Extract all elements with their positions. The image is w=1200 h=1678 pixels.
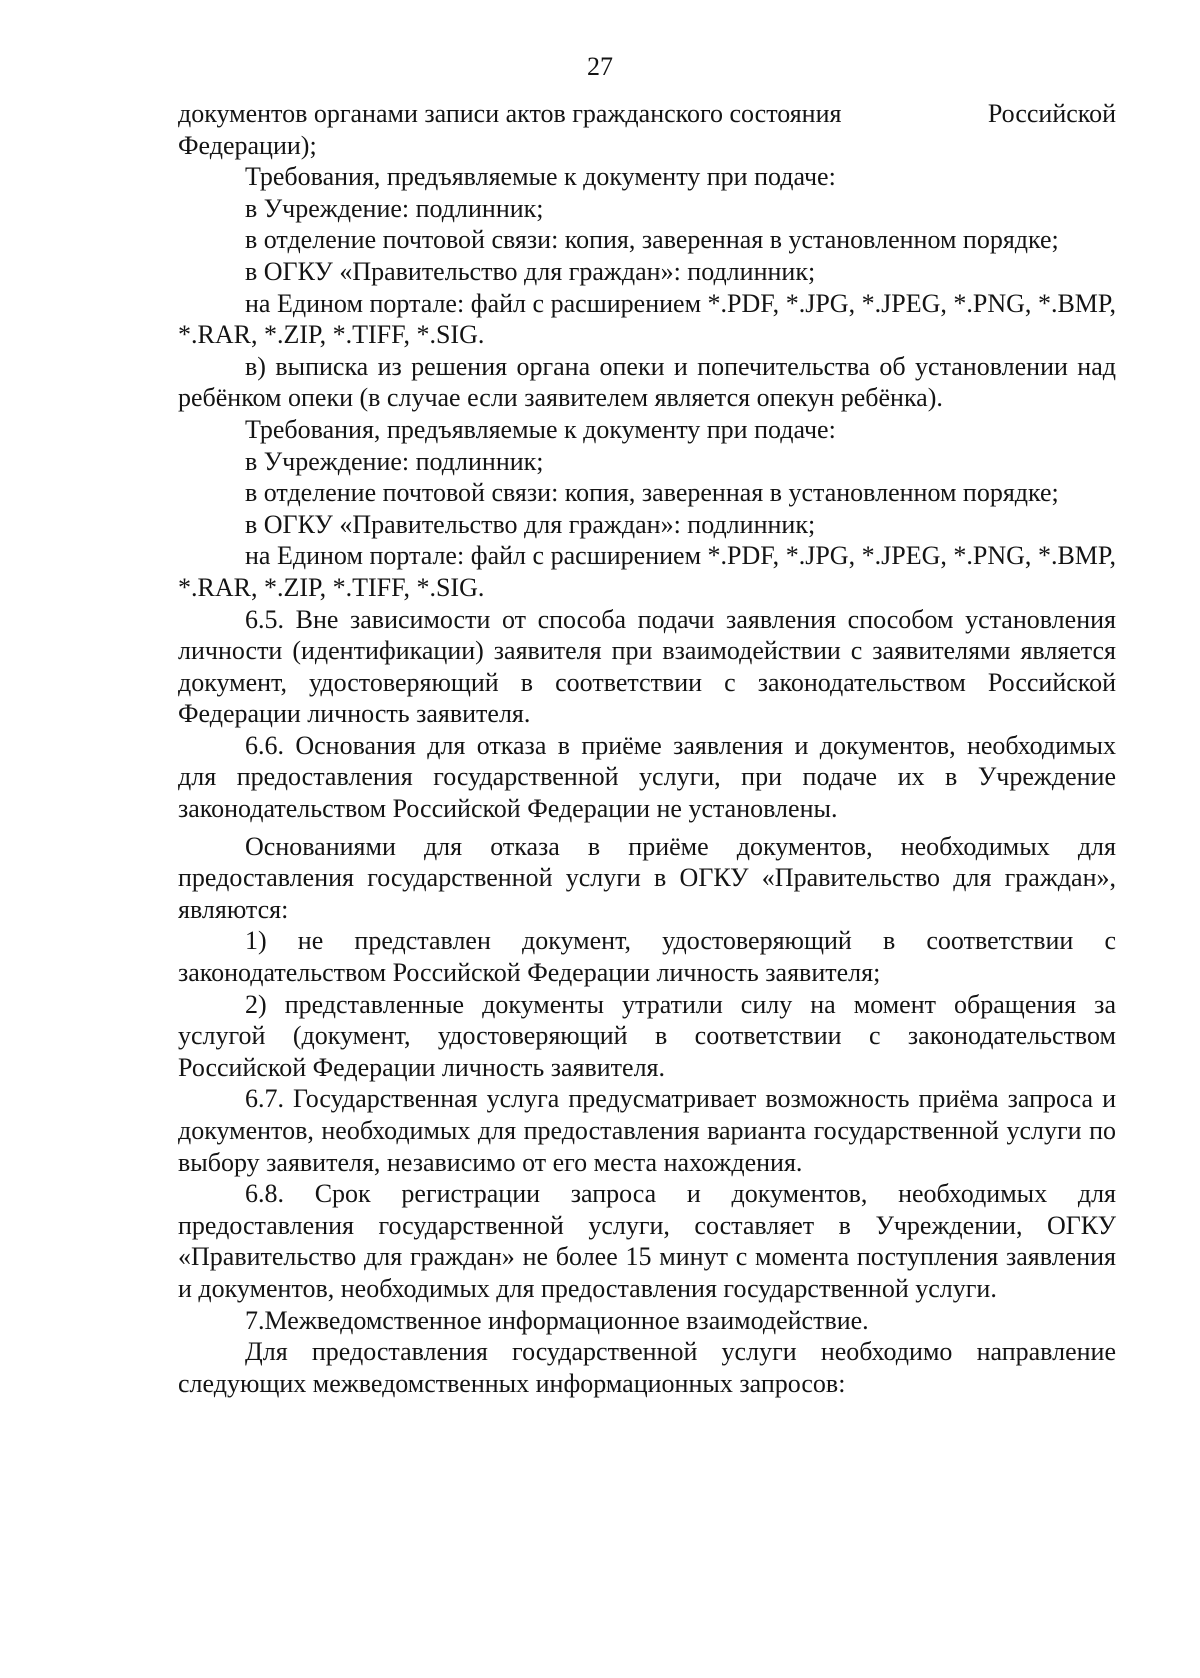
paragraph-text-right: Российской [987, 99, 1116, 128]
paragraph: в ОГКУ «Правительство для граждан»: подлинник; [245, 509, 816, 539]
paragraph: в отделение почтовой связи: копия, заверенная в установленном порядке; [245, 225, 1059, 255]
paragraph: в Учреждение: подлинник; [245, 446, 544, 476]
paragraph-6-7: 6.7. Государственная услуга предусматривает возможность приёма запроса и документов, необходимых для предоставления варианта государственной услуги по выбору заявителя, независимо от его места нахождения. [178, 1084, 1116, 1177]
paragraph: Основаниями для отказа в приёме документов, необходимых для предоставления государственной услуги в ОГКУ «Правительство для граждан», являются: [178, 831, 1116, 924]
list-item: 1) не представлен документ, удостоверяющий в соответствии с законодательством Российской Федерации личность заявителя; [178, 926, 1116, 988]
paragraph: в отделение почтовой связи: копия, заверенная в установленном порядке; [245, 478, 1059, 508]
paragraph: в) выписка из решения органа опеки и попечительства об установлении над ребёнком опеки (в случае если заявителем является опекун ребёнка). [178, 351, 1116, 413]
paragraph: на Едином портале: файл с расширением *.PDF, *.JPG, *.JPEG, *.PNG, *.BMP, *.RAR, *.ZIP, *.TIFF, *.SIG. [178, 288, 1116, 350]
paragraph-6-6: 6.6. Основания для отказа в приёме заявления и документов, необходимых для предоставления государственной услуги, при подаче их в Учреждение законодательством Российской Федерации не установлены. [178, 730, 1116, 824]
paragraph-6-8: 6.8. Срок регистрации запроса и документов, необходимых для предоставления государственной услуги, составляет в Учреждении, ОГКУ «Правительство для граждан» не более 15 минут с момента поступления заявления и документов, необходимых для предоставления государственной услуги. [178, 1179, 1116, 1303]
document-body [178, 98, 1116, 1399]
paragraph: на Едином портале: файл с расширением *.PDF, *.JPG, *.JPEG, *.PNG, *.BMP, *.RAR, *.ZIP, *.TIFF, *.SIG. [178, 541, 1116, 602]
paragraph: в Учреждение: подлинник; [245, 193, 544, 223]
page-number: 27 [587, 52, 613, 81]
paragraph: в ОГКУ «Правительство для граждан»: подлинник; [245, 256, 816, 286]
list-item: 2) представленные документы утратили силу на момент обращения за услугой (документ, удостоверяющий в соответствии с законодательством Российской Федерации личность заявителя. [178, 989, 1116, 1082]
paragraph-continuation-line [178, 98, 1116, 130]
section-heading-7: 7.Межведомственное информационное взаимодействие. [245, 1305, 869, 1335]
paragraph: Требования, предъявляемые к документу при подаче: [245, 162, 836, 192]
paragraph-text-left: документов органами записи актов гражданского состояния [178, 99, 842, 128]
paragraph: Для предоставления государственной услуги необходимо направление следующих межведомственных информационных запросов: [178, 1337, 1116, 1398]
paragraph-6-5: 6.5. Вне зависимости от способа подачи заявления способом установления личности (идентификации) заявителя при взаимодействии с заявителями является документ, удостоверяющий в соответствии с законодательством Российской Федерации личность заявителя. [178, 604, 1116, 729]
paragraph: Требования, предъявляемые к документу при подаче: [245, 414, 836, 444]
paragraph: Федерации); [178, 130, 317, 160]
